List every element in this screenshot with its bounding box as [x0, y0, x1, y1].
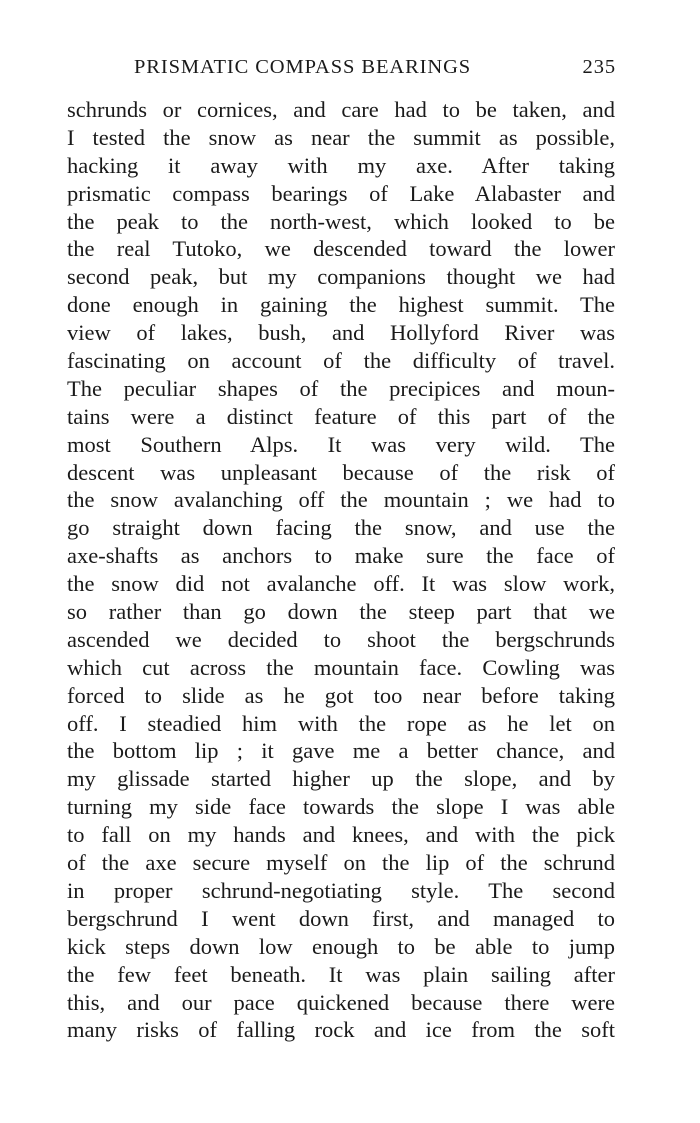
- text-line: done enough in gaining the highest summit. The: [67, 292, 615, 318]
- page-number: 235: [582, 56, 616, 78]
- text-line: bergschrund I went down first, and managed to: [67, 905, 615, 931]
- text-line: turning my side face towards the slope I was able: [67, 794, 615, 820]
- text-line: the snow did not avalanche off. It was slow work,: [67, 571, 615, 597]
- text-line: axe-shafts as anchors to make sure the face of: [67, 543, 615, 569]
- body-text: [67, 96, 615, 1044]
- text-line: tains were a distinct feature of this part of the: [67, 403, 615, 429]
- running-head-title: PRISMATIC COMPASS BEARINGS: [134, 56, 472, 78]
- text-line: fascinating on account of the difficulty of travel.: [67, 348, 615, 374]
- text-line: the peak to the north-west, which looked to be: [67, 208, 615, 234]
- text-line: my glissade started higher up the slope, and by: [67, 766, 615, 792]
- text-line: the real Tutoko, we descended toward the lower: [67, 236, 615, 262]
- text-line: The peculiar shapes of the precipices and moun-: [67, 375, 615, 401]
- text-line: kick steps down low enough to be able to jump: [67, 933, 615, 959]
- text-line: the bottom lip ; it gave me a better chance, and: [67, 738, 615, 764]
- text-line: of the axe secure myself on the lip of the schrund: [67, 850, 615, 876]
- text-line: go straight down facing the snow, and use the: [67, 515, 615, 541]
- text-line: most Southern Alps. It was very wild. The: [67, 431, 615, 457]
- text-line: hacking it away with my axe. After taking: [67, 152, 615, 178]
- running-head: [134, 56, 616, 86]
- text-line: many risks of falling rock and ice from the soft: [67, 1017, 615, 1043]
- text-line: off. I steadied him with the rope as he let on: [67, 710, 615, 736]
- text-line: second peak, but my companions thought we had: [67, 264, 615, 290]
- text-line: prismatic compass bearings of Lake Alabaster and: [67, 180, 615, 206]
- text-line: this, and our pace quickened because there were: [67, 989, 615, 1015]
- text-line: which cut across the mountain face. Cowling was: [67, 654, 615, 680]
- text-line: the few feet beneath. It was plain sailing after: [67, 961, 615, 987]
- text-line: to fall on my hands and knees, and with the pick: [67, 822, 615, 848]
- text-line: the snow avalanching off the mountain ; we had to: [67, 487, 615, 513]
- text-line: schrunds or cornices, and care had to be taken, and: [67, 97, 615, 122]
- text-line: so rather than go down the steep part that we: [67, 599, 615, 625]
- text-line: descent was unpleasant because of the risk of: [67, 459, 615, 485]
- text-line: forced to slide as he got too near before taking: [67, 682, 615, 708]
- text-line: ascended we decided to shoot the bergschrunds: [67, 626, 615, 652]
- text-line: in proper schrund-negotiating style. The second: [67, 877, 615, 903]
- text-line: view of lakes, bush, and Hollyford River was: [67, 320, 615, 346]
- text-line: I tested the snow as near the summit as possible,: [67, 124, 615, 150]
